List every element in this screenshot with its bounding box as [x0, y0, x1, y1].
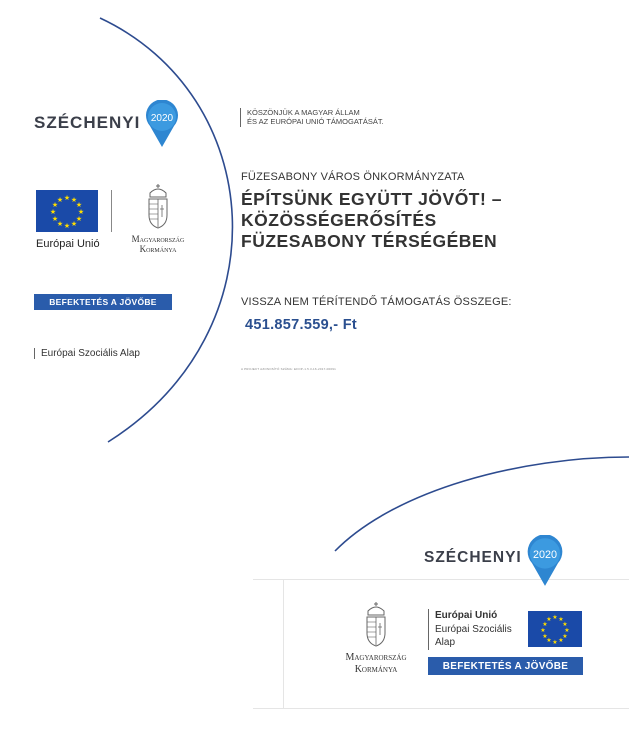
government-label: [118, 234, 198, 255]
brand-word: SZÉCHENYI: [34, 113, 141, 132]
svg-text:★: ★: [56, 220, 64, 228]
divider: [111, 190, 112, 232]
eu-title: Európai Unió: [435, 610, 498, 621]
title-line-1: ÉPÍTSÜNK EGYÜTT JÖVŐT! –: [241, 189, 502, 209]
svg-text:★: ★: [75, 201, 83, 209]
amount-label: VISSZA NEM TÉRÍTENDŐ TÁMOGATÁS ÖSSZEGE:: [241, 296, 512, 308]
project-title: [241, 189, 502, 252]
svg-text:★: ★: [49, 208, 57, 216]
svg-text:★: ★: [562, 621, 568, 628]
government-crest-block: [118, 183, 198, 255]
svg-text:★: ★: [558, 616, 564, 623]
svg-text:★: ★: [546, 616, 552, 623]
eu-flag-icon: [528, 611, 582, 647]
hungarian-coat-of-arms-icon: [145, 183, 171, 229]
szechenyi-2020-logo: [34, 98, 180, 148]
beneficiary-name: FÜZESABONY VÁROS ÖNKORMÁNYZATA: [241, 171, 465, 183]
svg-text:★: ★: [63, 194, 71, 202]
svg-text:★: ★: [552, 639, 558, 646]
invest-in-future-badge: BEFEKTETÉS A JÖVŐBE: [428, 657, 583, 675]
government-label: [336, 652, 416, 675]
svg-text:★: ★: [70, 220, 78, 228]
hungarian-coat-of-arms-icon: [363, 601, 389, 647]
svg-text:★: ★: [546, 637, 552, 644]
svg-text:★: ★: [552, 614, 558, 621]
svg-text:★: ★: [56, 196, 64, 204]
eu-flag-block: [36, 190, 100, 250]
brand-year: 2020: [151, 113, 174, 124]
bottom-poster: [0, 445, 629, 749]
decorative-arc: [0, 445, 629, 749]
svg-text:★: ★: [77, 208, 85, 216]
location-pin-icon: [525, 535, 565, 587]
gov-line-2: Kormánya: [354, 663, 398, 675]
government-crest-block: [336, 601, 416, 675]
svg-text:★: ★: [562, 633, 568, 640]
eu-fund-text: [428, 609, 512, 650]
brand-word: SZÉCHENYI: [424, 549, 522, 566]
svg-text:★: ★: [51, 201, 59, 209]
title-line-2: KÖZÖSSÉGERŐSÍTÉS: [241, 210, 437, 230]
svg-text:★: ★: [542, 621, 548, 628]
svg-text:★: ★: [540, 627, 546, 634]
thanks-line-1: KÖSZÖNJÜK A MAGYAR ÁLLAM: [247, 108, 360, 117]
thanks-line-2: ÉS AZ EURÓPAI UNIÓ TÁMOGATÁSÁT.: [247, 117, 384, 127]
fund-line-1: Európai Szociális: [435, 623, 512, 635]
svg-text:★: ★: [542, 633, 548, 640]
project-id: A PROJEKT AZONOSÍTÓ SZÁMA: EFOP-1.5.3-16-2017-00091: [241, 367, 337, 371]
invest-in-future-badge: BEFEKTETÉS A JÖVŐBE: [34, 294, 172, 310]
location-pin-icon: [144, 100, 180, 148]
svg-text:★: ★: [63, 222, 71, 230]
szechenyi-2020-logo: [424, 529, 565, 587]
gov-line-1: Magyarország: [345, 652, 407, 663]
brand-year: 2020: [532, 548, 557, 561]
svg-text:★: ★: [75, 215, 83, 223]
svg-text:★: ★: [51, 215, 59, 223]
svg-text:★: ★: [70, 196, 78, 204]
gov-line-1: Magyarország: [131, 234, 185, 244]
title-line-3: FÜZESABONY TÉRSÉGÉBEN: [241, 231, 498, 251]
gov-line-2: Kormánya: [139, 244, 177, 255]
svg-text:★: ★: [564, 627, 570, 634]
fund-label: Európai Szociális Alap: [34, 348, 140, 359]
eu-label: Európai Unió: [36, 238, 100, 250]
svg-text:★: ★: [558, 637, 564, 644]
eu-flag-icon: [36, 190, 98, 232]
panel-edge-line: [253, 708, 629, 709]
grant-amount: 451.857.559,- Ft: [245, 317, 358, 333]
thanks-text: [240, 108, 384, 127]
panel-edge-line: [283, 579, 284, 709]
fund-line-2: Alap: [435, 637, 456, 648]
